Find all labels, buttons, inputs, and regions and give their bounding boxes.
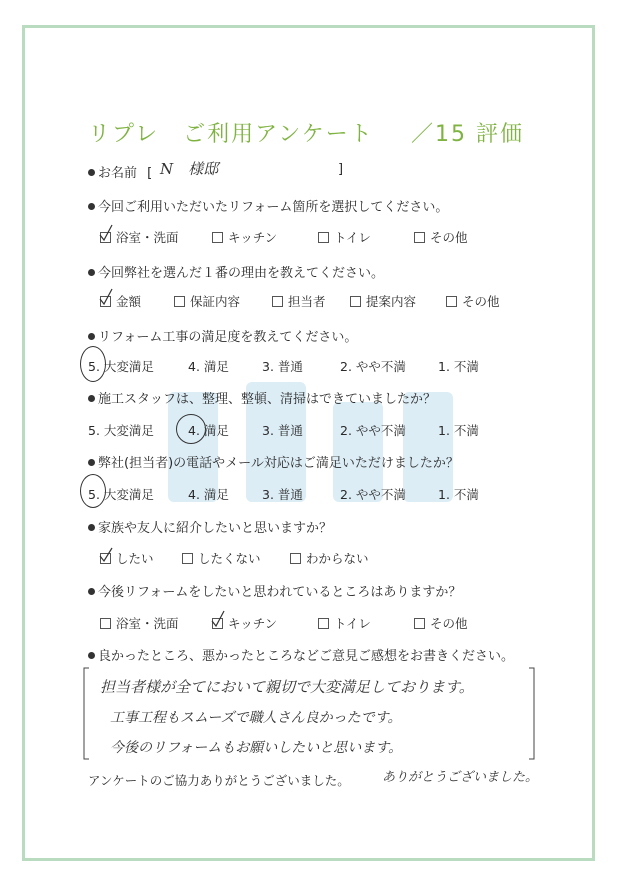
option-proposal[interactable]: 提案内容	[350, 292, 416, 310]
checkbox-icon	[350, 296, 361, 307]
selection-circle	[80, 474, 106, 508]
survey-title-name: リプレ ご利用アンケート	[88, 122, 374, 147]
option-other[interactable]: その他	[446, 292, 500, 310]
checkbox-icon	[182, 553, 193, 564]
option-warranty[interactable]: 保証内容	[174, 292, 240, 310]
checkbox-icon	[446, 296, 457, 307]
checkbox-icon	[290, 553, 301, 564]
checkbox-checked-icon	[100, 232, 111, 243]
scale-option-3[interactable]: 3. 普通	[262, 487, 303, 502]
comment-line-2[interactable]: 工事工程もスムーズで職人さん良かったです。	[110, 710, 402, 726]
question-name: お名前 [	[88, 162, 152, 181]
checkbox-checked-icon	[100, 553, 111, 564]
checkbox-checked-icon	[212, 618, 223, 629]
scale-option-2[interactable]: 2. やや不満	[340, 423, 406, 438]
option-bath[interactable]: 浴室・洗面	[100, 614, 179, 632]
option-kitchen[interactable]: キッチン	[212, 614, 277, 632]
comment-line-1[interactable]: 担当者様が全てにおいて親切で大変満足しております。	[100, 678, 474, 696]
option-other[interactable]: その他	[414, 228, 468, 246]
bullet-icon	[88, 333, 95, 340]
option-toilet[interactable]: トイレ	[318, 228, 371, 246]
bullet-icon	[88, 588, 95, 595]
option-bath[interactable]: 浴室・洗面	[100, 228, 179, 246]
scale-option-5[interactable]: 5. 大変満足	[88, 359, 154, 374]
option-no[interactable]: したくない	[182, 549, 261, 567]
scale-option-5[interactable]: 5. 大変満足	[88, 487, 154, 502]
scale-option-4[interactable]: 4. 満足	[188, 487, 229, 502]
question-satisfaction: リフォーム工事の満足度を教えてください。	[88, 326, 357, 345]
question-location: 今回ご利用いただいたリフォーム箇所を選択してください。	[88, 196, 448, 215]
selection-circle	[176, 414, 206, 444]
checkbox-icon	[272, 296, 283, 307]
scale-option-2[interactable]: 2. やや不満	[340, 487, 406, 502]
name-answer[interactable]: N 様邸	[160, 160, 219, 178]
bullet-icon	[88, 459, 95, 466]
checkbox-icon	[100, 618, 111, 629]
bullet-icon	[88, 395, 95, 402]
survey-score-label: ／15 評価	[411, 122, 524, 147]
scale-option-4[interactable]: 4. 満足	[188, 359, 229, 374]
scale-option-3[interactable]: 3. 普通	[262, 359, 303, 374]
checkbox-icon	[212, 232, 223, 243]
option-yes[interactable]: したい	[100, 549, 154, 567]
bullet-icon	[88, 524, 95, 531]
checkbox-icon	[414, 232, 425, 243]
checkbox-icon	[318, 232, 329, 243]
question-future: 今後リフォームをしたいと思われているところはありますか？	[88, 581, 461, 600]
checkbox-icon	[414, 618, 425, 629]
selection-circle	[80, 346, 106, 382]
scale-option-2[interactable]: 2. やや不満	[340, 359, 406, 374]
bullet-icon	[88, 269, 95, 276]
checkbox-icon	[318, 618, 329, 629]
bracket-close: ]	[338, 162, 344, 177]
thanks-text: アンケートのご協力ありがとうございました。	[88, 773, 350, 788]
option-unsure[interactable]: わからない	[290, 549, 369, 567]
bullet-icon	[88, 203, 95, 210]
bullet-icon	[88, 652, 95, 659]
scale-option-1[interactable]: 1. 不満	[438, 423, 479, 438]
scale-option-1[interactable]: 1. 不満	[438, 359, 479, 374]
checkbox-checked-icon	[100, 296, 111, 307]
scale-option-1[interactable]: 1. 不満	[438, 487, 479, 502]
comment-line-3[interactable]: 今後のリフォームもお願いしたいと思います。	[110, 740, 403, 756]
option-price[interactable]: 金額	[100, 292, 141, 310]
question-recommend: 家族や友人に紹介したいと思いますか？	[88, 517, 332, 536]
question-cleanliness: 施工スタッフは、整理、整頓、清掃はできていましたか？	[88, 388, 436, 407]
question-contact: 弊社(担当者)の電話やメール対応はご満足いただけましたか？	[88, 452, 459, 471]
customer-reply: ありがとうございました。	[382, 770, 539, 785]
bullet-icon	[88, 169, 95, 176]
scale-option-5[interactable]: 5. 大変満足	[88, 423, 154, 438]
option-staff[interactable]: 担当者	[272, 292, 326, 310]
option-kitchen[interactable]: キッチン	[212, 228, 277, 246]
scale-option-3[interactable]: 3. 普通	[262, 423, 303, 438]
question-comments: 良かったところ、悪かったところなどご意見ご感想をお書きください。	[88, 645, 514, 664]
scale-option-4[interactable]: 4. 満足	[188, 423, 229, 438]
option-toilet[interactable]: トイレ	[318, 614, 371, 632]
checkbox-icon	[174, 296, 185, 307]
option-other[interactable]: その他	[414, 614, 468, 632]
question-reason: 今回弊社を選んだ１番の理由を教えてください。	[88, 262, 384, 281]
